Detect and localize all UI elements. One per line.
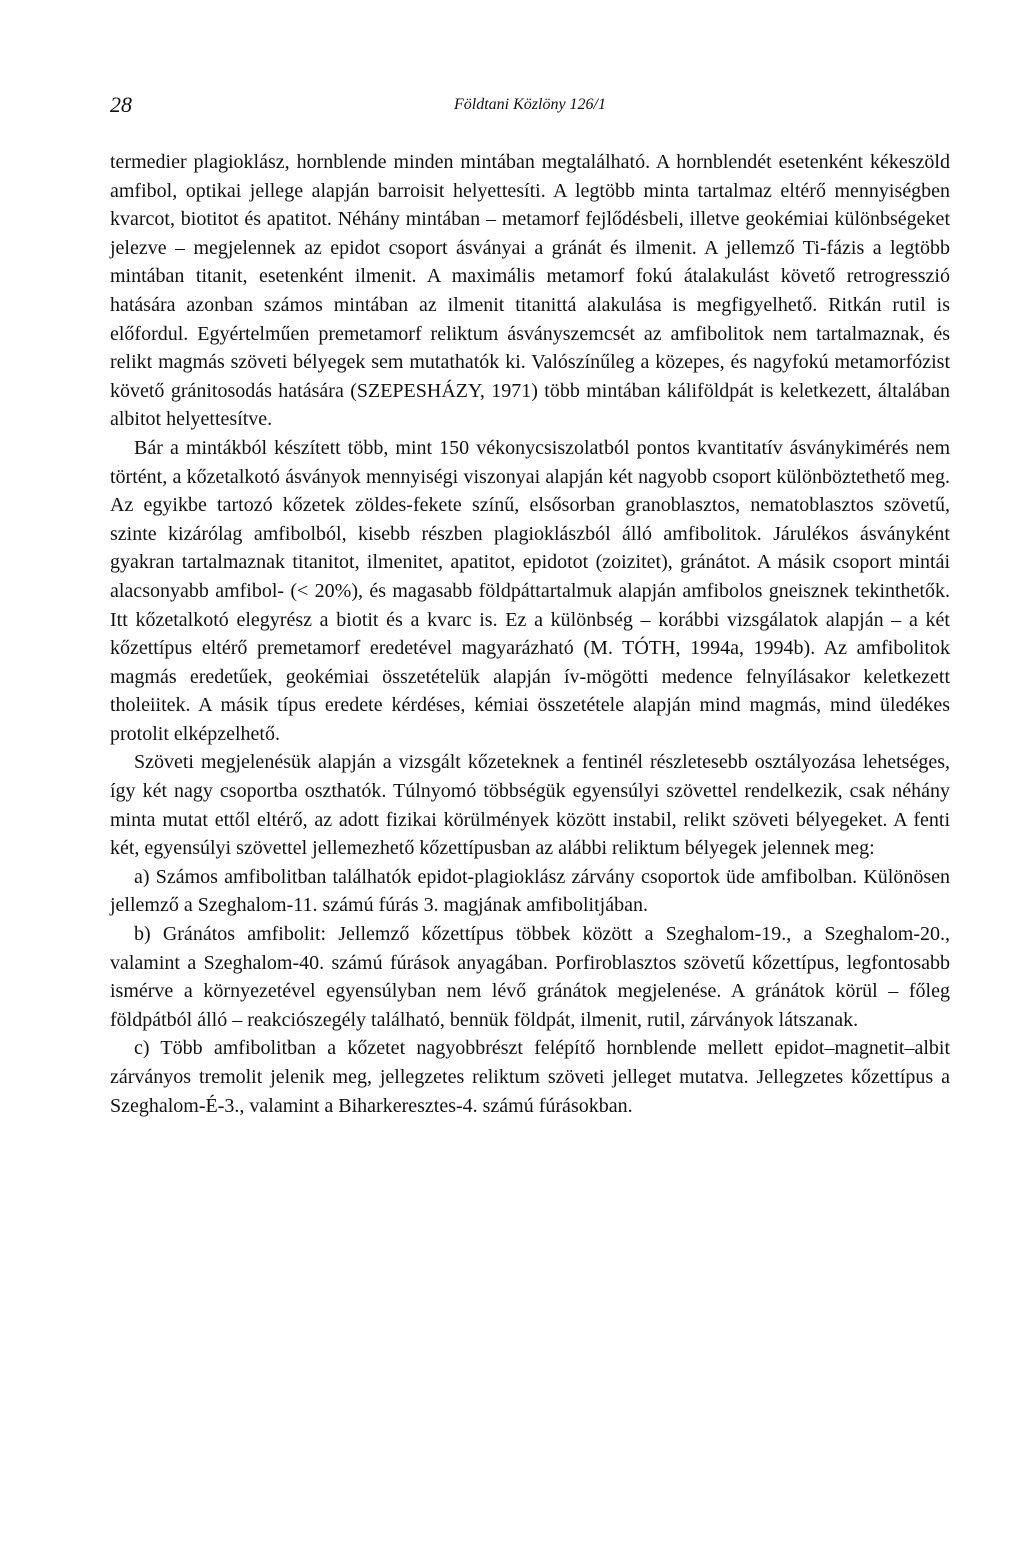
paragraph-mineral-groups: Bár a mintákból készített több, mint 150 vékonycsiszolatból pontos kvantitatív ásványkimérés nem történt, a kőzetalkotó ásványok mennyiségi viszonyai alapján két nagyobb csoport különböztethető meg. Az egyikbe tartozó kőzetek zöldes-fekete színű, elsősorban granoblasztos, nematoblasztos szövetű, szinte kizárólag amfibolból, kisebb részben plagioklászból álló amfibolitok. Járulékos ásványként gyakran tartalmaznak titanitot, ilmenitet, apatitot, epidotot (zoizitet), gránátot. A másik csoport mintái alacsonyabb amfibol- (< 20%), és magasabb földpáttartalmuk alapján amfibolos gneisznek tekinthetők. Itt kőzetalkotó elegyrész a biotit és a kvarc is. Ez a különbség – korábbi vizsgálatok alapján – a két kőzettípus eltérő premetamorf eredetével magyarázható (M. TÓTH, 1994a, 1994b). Az amfibolitok magmás eredetűek, geokémiai összetételük alapján ív-mögötti medence felnyílásakor keletkezett tholeiitek. A másik típus eredete kérdéses, kémiai összetétele alapján mind magmás, mind üledékes protolit elképzelhető. (110, 436, 950, 745)
body-text (110, 148, 950, 1120)
list-item-b: b) Gránátos amfibolit: Jellemző kőzettípus többek között a Szeghalom-19., a Szeghalom-20., valamint a Szeghalom-40. számú fúrások anyagában. Porfiroblasztos szövetű kőzettípus, legfontosabb ismérve a környezetével egyensúlyban nem lévő gránátok megjelenése. A gránátok körül – főleg földpátból álló – reakciószegély található, bennük földpát, ilmenit, rutil, zárványok látszanak. (110, 923, 950, 1031)
page-number: 28 (110, 92, 132, 117)
paragraph-texture-classification: Szöveti megjelenésük alapján a vizsgált kőzeteknek a fentinél részletesebb osztályozása lehetséges, így két nagy csoportba oszthatók. Túlnyomó többségük egyensúlyi szövettel rendelkezik, csak néhány minta mutat ettől eltérő, az adott fizikai körülmények között instabil, relikt szöveti bélyegeket. A fenti két, egyensúlyi szövettel jellemezhető kőzettípusban az alábbi reliktum bélyegek jelennek meg: (110, 751, 950, 860)
list-item-a: a) Számos amfibolitban találhatók epidot-plagioklász zárvány csoportok üde amfibolban. Különösen jellemző a Szeghalom-11. számú fúrás 3. magjának amfibolitjában. (110, 865, 950, 917)
page (110, 92, 950, 1120)
journal-title: Földtani Közlöny 126/1 (454, 96, 606, 113)
running-header (110, 92, 950, 122)
paragraph-continuation: termedier plagioklász, hornblende minden mintában megtalálható. A hornblendét esetenként kékeszöld amfibol, optikai jellege alapján barroisit helyettesíti. A legtöbb minta tartalmaz eltérő mennyiségben kvarcot, biotitot és apatitot. Néhány mintában – metamorf fejlődésbeli, illetve geokémiai különbségeket jelezve – megjelennek az epidot csoport ásványai a gránát és ilmenit. A jellemző Ti-fázis a legtöbb mintában titanit, esetenként ilmenit. A maximális metamorf fokú átalakulást követő retrogresszió hatására azonban számos mintában az ilmenit titanittá alakulása is megfigyelhető. Ritkán rutil is előfordul. Egyértelműen premetamorf reliktum ásványszemcsét az amfibolitok nem tartalmaznak, és relikt magmás szöveti bélyegek sem mutathatók ki. Valószínűleg a közepes, és nagyfokú metamorfózist követő gránitosodás hatására (SZEPESHÁZY, 1971) több mintában káliföldpát is keletkezett, általában albitot helyettesítve. (110, 151, 950, 431)
list-item-c: c) Több amfibolitban a kőzetet nagyobbrészt felépítő hornblende mellett epidot–magnetit–albit zárványos tremolit jelenik meg, jellegzetes reliktum szöveti jelleget mutatva. Jellegzetes kőzettípus a Szeghalom-É-3., valamint a Biharkeresztes-4. számú fúrásokban. (110, 1037, 950, 1117)
